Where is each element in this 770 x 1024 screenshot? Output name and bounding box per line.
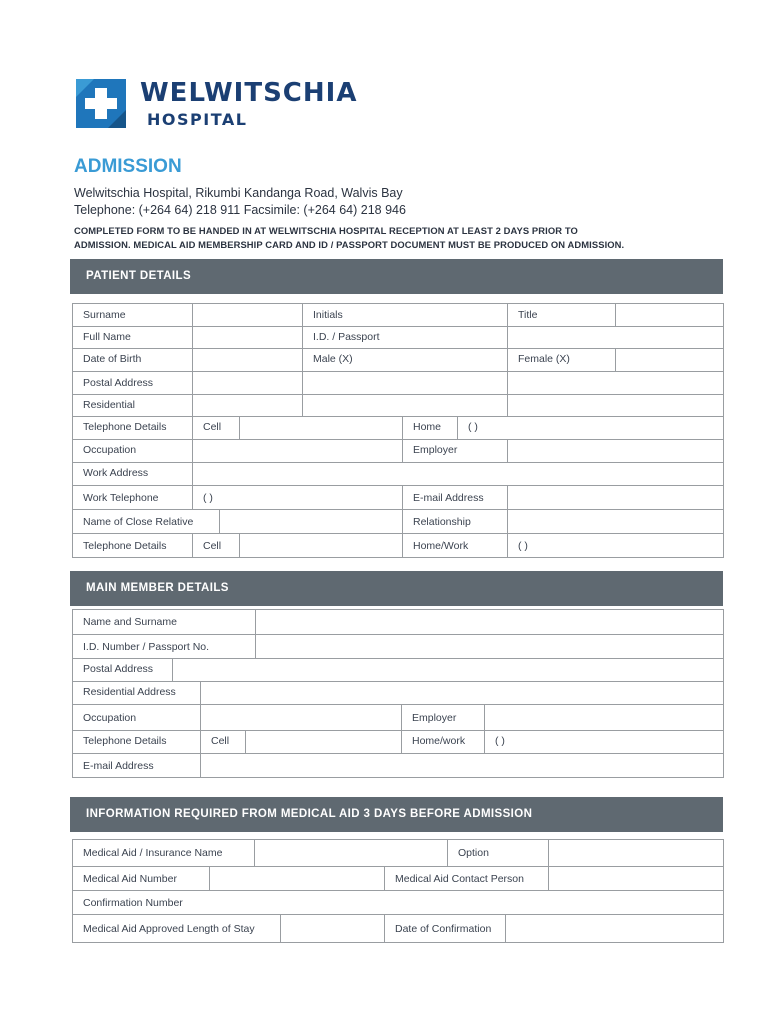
occupation-label: Occupation bbox=[73, 440, 193, 462]
form-row bbox=[73, 754, 724, 778]
form-row bbox=[73, 349, 724, 372]
form-row bbox=[73, 417, 724, 440]
medical-aid-name-label: Medical Aid / Insurance Name bbox=[73, 840, 255, 866]
notice-line-2: ADMISSION. MEDICAL AID MEMBERSHIP CARD AND ID / PASSPORT DOCUMENT MUST BE PRODUCED ON ADMISSION. bbox=[74, 239, 625, 250]
notice-line-1: COMPLETED FORM TO BE HANDED IN AT WELWITSCHIA HOSPITAL RECEPTION AT LEAST 2 DAYS PRIOR TO bbox=[74, 225, 578, 236]
approved-stay-field[interactable] bbox=[281, 915, 385, 942]
title-field[interactable] bbox=[616, 304, 724, 326]
close-relative-label: Name of Close Relative bbox=[73, 510, 220, 533]
work-telephone-label: Work Telephone bbox=[73, 486, 193, 509]
work-telephone-field[interactable] bbox=[193, 486, 403, 509]
form-row bbox=[73, 486, 724, 510]
home-work-paren: ( ) bbox=[518, 540, 528, 552]
member-id-label: I.D. Number / Passport No. bbox=[73, 635, 256, 658]
member-name-field[interactable] bbox=[256, 610, 724, 634]
hospital-address: Welwitschia Hospital, Rikumbi Kandanga Road, Walvis Bay bbox=[74, 186, 403, 200]
email-label: E-mail Address bbox=[403, 486, 508, 509]
hospital-logo-mark bbox=[76, 79, 126, 128]
form-row bbox=[73, 463, 724, 486]
date-confirmation-field[interactable] bbox=[506, 915, 724, 942]
main-member-heading: MAIN MEMBER DETAILS bbox=[70, 571, 723, 606]
postal-address-field-3[interactable] bbox=[508, 372, 724, 394]
medical-aid-number-field[interactable] bbox=[210, 867, 385, 890]
medical-aid-form bbox=[72, 839, 724, 943]
form-row bbox=[73, 840, 724, 867]
telephone-details-label-2: Telephone Details bbox=[73, 534, 193, 557]
member-home-work-label: Home/work bbox=[402, 731, 485, 753]
email-field[interactable] bbox=[508, 486, 724, 509]
option-label: Option bbox=[448, 840, 549, 866]
form-row bbox=[73, 440, 724, 463]
member-home-work-paren: ( ) bbox=[495, 735, 505, 747]
form-row bbox=[73, 682, 724, 705]
medical-cross-icon bbox=[76, 79, 126, 128]
date-confirmation-label: Date of Confirmation bbox=[385, 915, 506, 942]
female-field[interactable] bbox=[616, 349, 724, 371]
member-employer-field[interactable] bbox=[485, 705, 724, 730]
form-row bbox=[73, 915, 724, 943]
home-work-label: Home/Work bbox=[403, 534, 508, 557]
patient-details-heading: PATIENT DETAILS bbox=[70, 259, 723, 294]
employer-field[interactable] bbox=[508, 440, 724, 462]
member-cell-field[interactable] bbox=[246, 731, 402, 753]
surname-label: Surname bbox=[73, 304, 193, 326]
relationship-field[interactable] bbox=[508, 510, 724, 533]
home-phone-field[interactable] bbox=[458, 417, 724, 439]
cell-label: Cell bbox=[193, 417, 240, 439]
member-email-label: E-mail Address bbox=[73, 754, 201, 777]
form-row bbox=[73, 304, 724, 327]
contact-person-label: Medical Aid Contact Person bbox=[385, 867, 549, 890]
id-passport-field[interactable] bbox=[508, 327, 724, 348]
member-residential-field[interactable] bbox=[201, 682, 724, 704]
employer-label: Employer bbox=[403, 440, 508, 462]
occupation-field[interactable] bbox=[193, 440, 403, 462]
hospital-contact: Telephone: (+264 64) 218 911 Facsimile: (+264 64) 218 946 bbox=[74, 203, 406, 217]
approved-stay-label: Medical Aid Approved Length of Stay bbox=[73, 915, 281, 942]
cell-label-2: Cell bbox=[193, 534, 240, 557]
initials-label: Initials bbox=[303, 304, 508, 326]
member-postal-field[interactable] bbox=[173, 659, 724, 681]
residential-field-3[interactable] bbox=[508, 395, 724, 416]
work-tel-paren: ( ) bbox=[203, 492, 213, 504]
contact-person-field[interactable] bbox=[549, 867, 724, 890]
telephone-details-label: Telephone Details bbox=[73, 417, 193, 439]
form-row bbox=[73, 534, 724, 558]
male-label: Male (X) bbox=[303, 349, 508, 371]
residential-label: Residential bbox=[73, 395, 193, 416]
residential-field-2[interactable] bbox=[303, 395, 508, 416]
member-employer-label: Employer bbox=[402, 705, 485, 730]
form-row bbox=[73, 395, 724, 417]
cell-field-2[interactable] bbox=[240, 534, 403, 557]
medical-aid-number-label: Medical Aid Number bbox=[73, 867, 210, 890]
home-work-field[interactable] bbox=[508, 534, 724, 557]
form-row bbox=[73, 867, 724, 891]
medical-aid-name-field[interactable] bbox=[255, 840, 448, 866]
form-row bbox=[73, 327, 724, 349]
work-address-label: Work Address bbox=[73, 463, 193, 485]
female-label: Female (X) bbox=[508, 349, 616, 371]
form-row bbox=[73, 659, 724, 682]
main-member-form bbox=[72, 609, 724, 778]
member-occupation-label: Occupation bbox=[73, 705, 201, 730]
option-field[interactable] bbox=[549, 840, 724, 866]
form-row bbox=[73, 510, 724, 534]
form-row bbox=[73, 705, 724, 731]
home-label: Home bbox=[403, 417, 458, 439]
member-email-field[interactable] bbox=[201, 754, 724, 777]
dob-label: Date of Birth bbox=[73, 349, 193, 371]
member-cell-label: Cell bbox=[201, 731, 246, 753]
home-paren: ( ) bbox=[468, 421, 478, 433]
full-name-field[interactable] bbox=[193, 327, 303, 348]
page-title: ADMISSION bbox=[74, 156, 182, 177]
postal-address-field-2[interactable] bbox=[303, 372, 508, 394]
postal-address-field-1[interactable] bbox=[193, 372, 303, 394]
surname-field[interactable] bbox=[193, 304, 303, 326]
title-label: Title bbox=[508, 304, 616, 326]
postal-address-label: Postal Address bbox=[73, 372, 193, 394]
form-row bbox=[73, 731, 724, 754]
member-tel-label: Telephone Details bbox=[73, 731, 201, 753]
form-row bbox=[73, 635, 724, 659]
work-address-field[interactable] bbox=[193, 463, 724, 485]
dob-field[interactable] bbox=[193, 349, 303, 371]
patient-details-form bbox=[72, 303, 724, 558]
medical-aid-heading: INFORMATION REQUIRED FROM MEDICAL AID 3 DAYS BEFORE ADMISSION bbox=[70, 797, 723, 832]
member-residential-label: Residential Address bbox=[73, 682, 201, 704]
form-row bbox=[73, 891, 724, 915]
relationship-label: Relationship bbox=[403, 510, 508, 533]
member-postal-label: Postal Address bbox=[73, 659, 173, 681]
form-row bbox=[73, 610, 724, 635]
confirmation-number-label: Confirmation Number bbox=[73, 891, 724, 914]
member-home-work-field[interactable] bbox=[485, 731, 724, 753]
form-row bbox=[73, 372, 724, 395]
residential-field-1[interactable] bbox=[193, 395, 303, 416]
close-relative-field[interactable] bbox=[220, 510, 403, 533]
member-occupation-field[interactable] bbox=[201, 705, 402, 730]
full-name-label: Full Name bbox=[73, 327, 193, 348]
member-name-label: Name and Surname bbox=[73, 610, 256, 634]
cell-field[interactable] bbox=[240, 417, 403, 439]
logo-subtitle: HOSPITAL bbox=[147, 110, 248, 129]
member-id-field[interactable] bbox=[256, 635, 724, 658]
logo-name: WELWITSCHIA bbox=[140, 78, 358, 108]
id-passport-label: I.D. / Passport bbox=[303, 327, 508, 348]
